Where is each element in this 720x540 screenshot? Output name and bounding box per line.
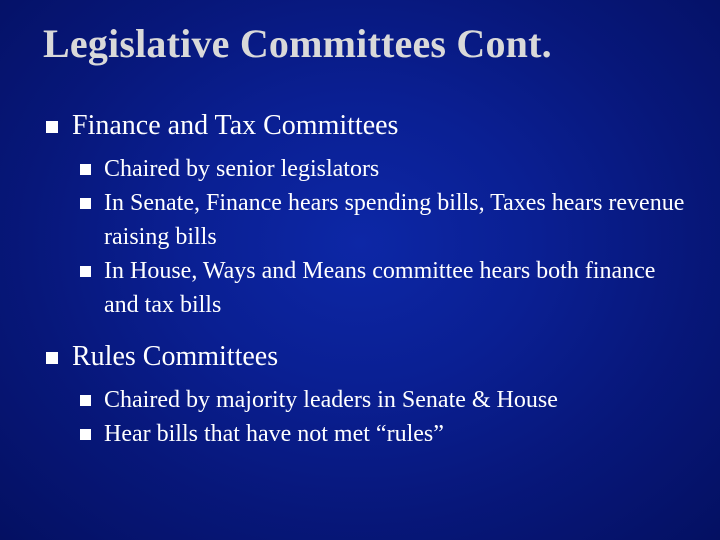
slide-content	[43, 107, 693, 467]
bullet-text: Rules Committees	[72, 341, 279, 372]
sub-bullet-item	[77, 417, 693, 451]
sub-bullet-item	[77, 152, 693, 186]
square-bullet-icon	[46, 121, 58, 133]
slide-title: Legislative Committees Cont.	[43, 21, 552, 66]
square-bullet-icon	[80, 395, 91, 406]
bullet-item-finance	[43, 107, 693, 145]
sub-bullet-text: Chaired by senior legislators	[104, 156, 380, 182]
sub-bullet-text: In House, Ways and Means committee hears both finance and tax bills	[104, 258, 656, 318]
square-bullet-icon	[80, 266, 91, 277]
square-bullet-icon	[46, 352, 58, 364]
sub-bullet-text: In Senate, Finance hears spending bills, Taxes hears revenue raising bills	[104, 190, 685, 250]
sub-bullet-item	[77, 254, 693, 322]
square-bullet-icon	[80, 198, 91, 209]
square-bullet-icon	[80, 164, 91, 175]
bullet-item-rules	[43, 338, 693, 376]
sub-bullet-list-rules	[77, 383, 693, 451]
sub-bullet-list-finance	[77, 152, 693, 322]
bullet-text: Finance and Tax Committees	[72, 110, 399, 141]
sub-bullet-text: Hear bills that have not met “rules”	[104, 421, 444, 447]
square-bullet-icon	[80, 429, 91, 440]
sub-bullet-text: Chaired by majority leaders in Senate & House	[104, 387, 558, 413]
sub-bullet-item	[77, 383, 693, 417]
sub-bullet-item	[77, 186, 693, 254]
